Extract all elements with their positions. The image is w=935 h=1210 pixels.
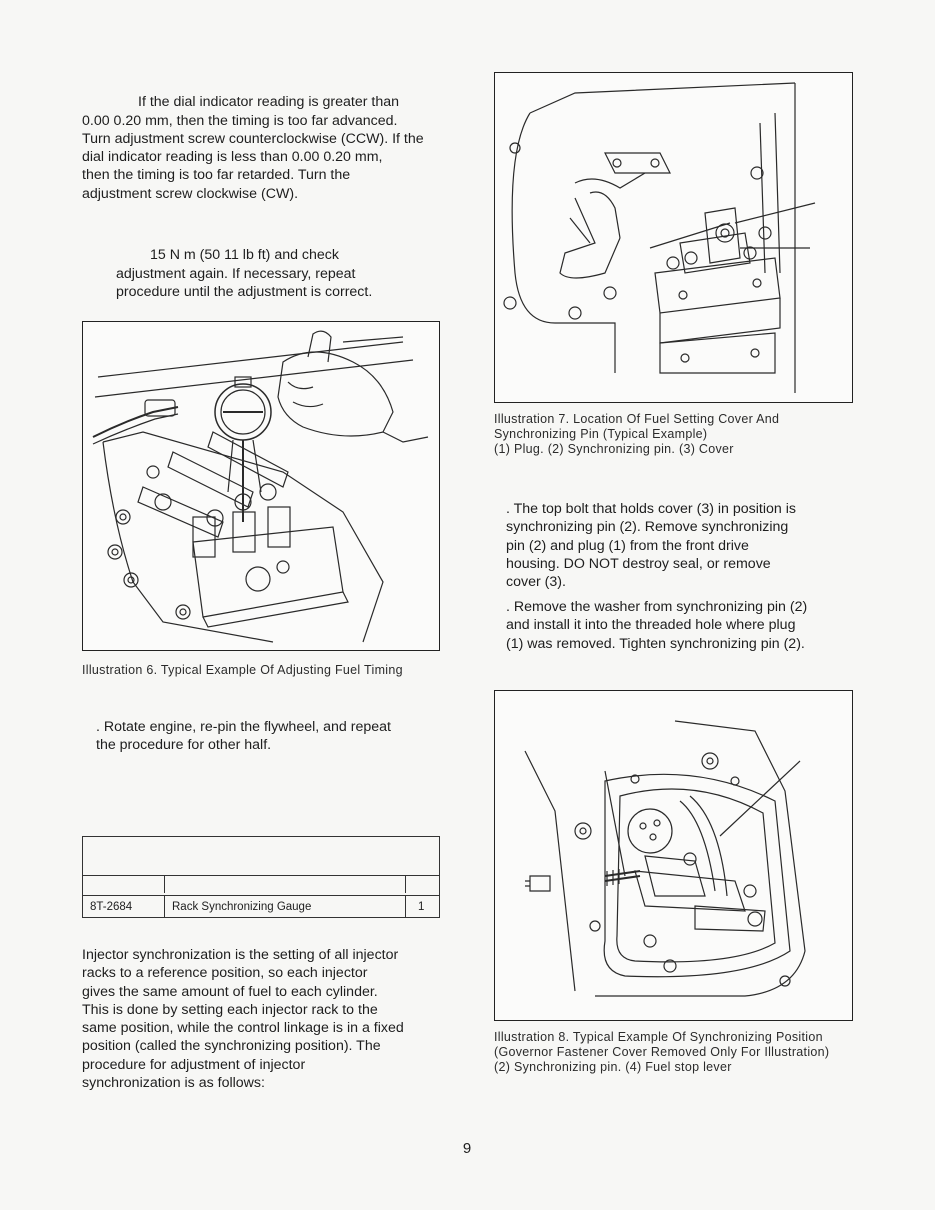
illustration-8-figure (494, 690, 853, 1021)
illustration-8-caption: Illustration 8. Typical Example Of Synchronizing Position (Governor Fastener Cover Removed Only For Illustration) (2) Synchronizing pin. (4) Fuel stop lever (494, 1030, 830, 1074)
synchronization-paragraph: Injector synchronization is the setting of all injector racks to a reference position, so each injector gives the same amount of fuel to each cylinder. This is done by setting each injector rack to the same position, while the control linkage is in a fixed position (called the synchronizing position). The procedure for adjustment of injector synchronization is as follows: (82, 947, 404, 1092)
step-rotate-engine: . Rotate engine, re-pin the flywheel, and repeat the procedure for other half. (96, 719, 391, 754)
tool-quantity: 1 (418, 901, 425, 913)
torque-paragraph: 15 N m (50 11 lb ft) and check adjustment again. If necessary, repeat procedure until the adjustment is correct. (116, 247, 373, 300)
illustration-6-figure (82, 321, 440, 651)
page-number: 9 (462, 1140, 472, 1157)
illustration-7-caption: Illustration 7. Location Of Fuel Setting Cover And Synchronizing Pin (Typical Example) (1) Plug. (2) Synchronizing pin. (3) Cover (494, 412, 780, 456)
timing-paragraph: If the dial indicator reading is greater than 0.00 0.20 mm, then the timing is too far advanced. Turn adjustment screw counterclockwise (CCW). If the dial indicator reading is less than 0.00 0.20 mm, then the timing is too far retarded. Turn the adjustment screw clockwise (CW). (82, 94, 424, 202)
step-remove-bolt: . The top bolt that holds cover (3) in position is synchronizing pin (2). Remove synchronizing pin (2) and plug (1) from the front drive housing. DO NOT destroy seal, or remove cover (3). (506, 501, 796, 591)
tool-part-number: 8T-2684 (90, 901, 133, 913)
illustration-7-figure (494, 72, 853, 403)
tool-table (82, 836, 440, 918)
step-remove-washer: . Remove the washer from synchronizing pin (2) and install it into the threaded hole where plug (1) was removed. Tighten synchronizing pin (2). (506, 599, 808, 652)
illustration-6-caption: Illustration 6. Typical Example Of Adjusting Fuel Timing (82, 663, 403, 677)
tool-description: Rack Synchronizing Gauge (172, 901, 312, 913)
